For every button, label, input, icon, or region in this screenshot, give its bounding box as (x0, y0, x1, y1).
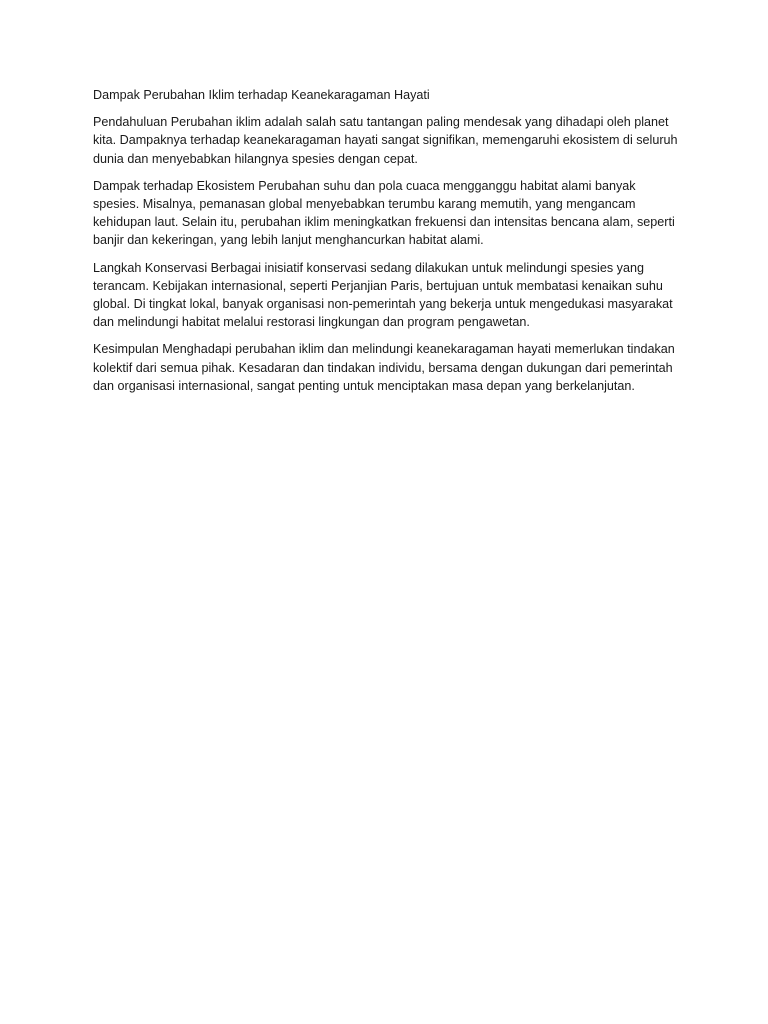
paragraph-ecosystem-impact: Dampak terhadap Ekosistem Perubahan suhu dan pola cuaca mengganggu habitat alami banyak spesies. Misalnya, pemanasan global menyebabkan terumbu karang memutih, yang mengancam kehidupan laut. Selain itu, perubahan iklim meningkatkan frekuensi dan intensitas bencana alam, seperti banjir dan kekeringan, yang lebih lanjut menghancurkan habitat alami. (93, 178, 675, 248)
paragraph-conservation-steps: Langkah Konservasi Berbagai inisiatif konservasi sedang dilakukan untuk melindungi spesies yang terancam. Kebijakan internasional, seperti Perjanjian Paris, bertujuan untuk membatasi kenaikan suhu global. Di tingkat lokal, banyak organisasi non-pemerintah yang bekerja untuk mengedukasi masyarakat dan melindungi habitat melalui restorasi lingkungan dan program pengawetan. (93, 260, 673, 330)
paragraph-conclusion: Kesimpulan Menghadapi perubahan iklim dan melindungi keanekaragaman hayati memerlukan tindakan kolektif dari semua pihak. Kesadaran dan tindakan individu, bersama dengan dukungan dari pemerintah dan organisasi internasional, sangat penting untuk menciptakan masa depan yang berkelanjutan. (93, 342, 675, 393)
document-title: Dampak Perubahan Iklim terhadap Keanekaragaman Hayati (93, 88, 430, 102)
paragraph-introduction: Pendahuluan Perubahan iklim adalah salah satu tantangan paling mendesak yang dihadapi oleh planet kita. Dampaknya terhadap keanekaragaman hayati sangat signifikan, memengaruhi ekosistem di seluruh dunia dan menyebabkan hilangnya spesies dengan cepat. (93, 115, 678, 166)
